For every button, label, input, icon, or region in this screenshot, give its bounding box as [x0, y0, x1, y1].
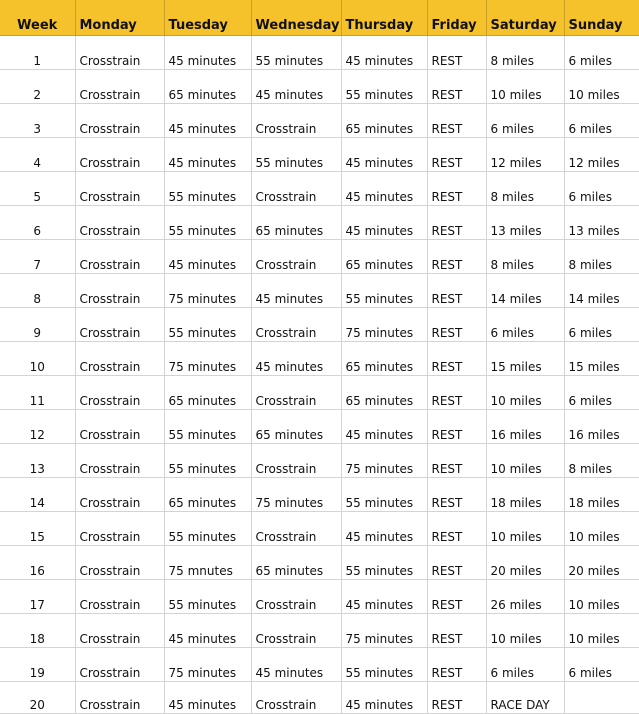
- cell-saturday: 6 miles: [486, 308, 564, 342]
- cell-saturday: 10 miles: [486, 70, 564, 104]
- cell-wednesday: 45 minutes: [251, 70, 341, 104]
- cell-saturday: 8 miles: [486, 172, 564, 206]
- table-row: [0, 172, 639, 206]
- cell-wednesday: Crosstrain: [251, 580, 341, 614]
- cell-monday: Crosstrain: [75, 410, 164, 444]
- cell-friday: REST: [427, 206, 486, 240]
- cell-wednesday: 65 minutes: [251, 546, 341, 580]
- table-row: [0, 104, 639, 138]
- header-wednesday: Wednesday: [251, 0, 341, 36]
- cell-sunday: 10 miles: [564, 512, 639, 546]
- header-monday: Monday: [75, 0, 164, 36]
- cell-thursday: 45 minutes: [341, 36, 427, 70]
- cell-friday: REST: [427, 648, 486, 682]
- cell-tuesday: 45 minutes: [164, 682, 251, 714]
- cell-saturday: 10 miles: [486, 512, 564, 546]
- cell-wednesday: 65 minutes: [251, 206, 341, 240]
- cell-tuesday: 55 minutes: [164, 308, 251, 342]
- cell-friday: REST: [427, 444, 486, 478]
- cell-friday: REST: [427, 308, 486, 342]
- cell-monday: Crosstrain: [75, 614, 164, 648]
- cell-monday: Crosstrain: [75, 70, 164, 104]
- cell-saturday: 26 miles: [486, 580, 564, 614]
- cell-tuesday: 55 minutes: [164, 512, 251, 546]
- table-row: [0, 648, 639, 682]
- cell-wednesday: Crosstrain: [251, 172, 341, 206]
- cell-sunday: 18 miles: [564, 478, 639, 512]
- table-row: [0, 444, 639, 478]
- cell-sunday: 8 miles: [564, 444, 639, 478]
- cell-sunday: 10 miles: [564, 70, 639, 104]
- cell-tuesday: 45 minutes: [164, 36, 251, 70]
- cell-week: 2: [0, 70, 75, 104]
- cell-week: 14: [0, 478, 75, 512]
- cell-saturday: 20 miles: [486, 546, 564, 580]
- cell-tuesday: 55 minutes: [164, 444, 251, 478]
- table-row: [0, 342, 639, 376]
- cell-wednesday: 65 minutes: [251, 410, 341, 444]
- cell-week: 20: [0, 682, 75, 714]
- cell-friday: REST: [427, 172, 486, 206]
- cell-friday: REST: [427, 36, 486, 70]
- cell-monday: Crosstrain: [75, 274, 164, 308]
- cell-saturday: 10 miles: [486, 444, 564, 478]
- cell-tuesday: 55 minutes: [164, 580, 251, 614]
- table-row: [0, 512, 639, 546]
- cell-tuesday: 45 minutes: [164, 104, 251, 138]
- cell-saturday: 10 miles: [486, 614, 564, 648]
- cell-saturday: 15 miles: [486, 342, 564, 376]
- cell-friday: REST: [427, 410, 486, 444]
- cell-saturday: 14 miles: [486, 274, 564, 308]
- cell-monday: Crosstrain: [75, 240, 164, 274]
- cell-sunday: 6 miles: [564, 172, 639, 206]
- cell-sunday: [564, 682, 639, 714]
- cell-week: 10: [0, 342, 75, 376]
- cell-thursday: 55 minutes: [341, 648, 427, 682]
- cell-monday: Crosstrain: [75, 104, 164, 138]
- cell-monday: Crosstrain: [75, 36, 164, 70]
- cell-sunday: 6 miles: [564, 308, 639, 342]
- cell-tuesday: 55 minutes: [164, 172, 251, 206]
- cell-saturday: 16 miles: [486, 410, 564, 444]
- cell-saturday: 13 miles: [486, 206, 564, 240]
- cell-sunday: 15 miles: [564, 342, 639, 376]
- cell-monday: Crosstrain: [75, 682, 164, 714]
- cell-week: 11: [0, 376, 75, 410]
- cell-friday: REST: [427, 342, 486, 376]
- cell-saturday: 8 miles: [486, 36, 564, 70]
- cell-tuesday: 75 mnutes: [164, 546, 251, 580]
- cell-friday: REST: [427, 240, 486, 274]
- cell-tuesday: 75 minutes: [164, 274, 251, 308]
- cell-wednesday: Crosstrain: [251, 682, 341, 714]
- table-row: [0, 206, 639, 240]
- cell-tuesday: 55 minutes: [164, 206, 251, 240]
- header-tuesday: Tuesday: [164, 0, 251, 36]
- cell-friday: REST: [427, 580, 486, 614]
- cell-friday: REST: [427, 70, 486, 104]
- table-row: [0, 682, 639, 714]
- cell-tuesday: 45 minutes: [164, 138, 251, 172]
- cell-tuesday: 55 minutes: [164, 410, 251, 444]
- cell-wednesday: 75 minutes: [251, 478, 341, 512]
- cell-monday: Crosstrain: [75, 512, 164, 546]
- cell-wednesday: Crosstrain: [251, 240, 341, 274]
- table-row: [0, 614, 639, 648]
- cell-thursday: 75 minutes: [341, 308, 427, 342]
- cell-tuesday: 45 minutes: [164, 614, 251, 648]
- header-sunday: Sunday: [564, 0, 639, 36]
- cell-week: 15: [0, 512, 75, 546]
- cell-week: 17: [0, 580, 75, 614]
- cell-sunday: 10 miles: [564, 614, 639, 648]
- cell-monday: Crosstrain: [75, 648, 164, 682]
- cell-week: 5: [0, 172, 75, 206]
- cell-tuesday: 75 minutes: [164, 648, 251, 682]
- table-row: [0, 308, 639, 342]
- cell-week: 19: [0, 648, 75, 682]
- table-row: [0, 376, 639, 410]
- cell-tuesday: 65 minutes: [164, 70, 251, 104]
- cell-sunday: 13 miles: [564, 206, 639, 240]
- cell-friday: REST: [427, 512, 486, 546]
- cell-thursday: 65 minutes: [341, 376, 427, 410]
- cell-friday: REST: [427, 376, 486, 410]
- cell-wednesday: Crosstrain: [251, 614, 341, 648]
- cell-thursday: 45 minutes: [341, 206, 427, 240]
- header-thursday: Thursday: [341, 0, 427, 36]
- cell-friday: REST: [427, 546, 486, 580]
- cell-wednesday: 45 minutes: [251, 342, 341, 376]
- cell-sunday: 16 miles: [564, 410, 639, 444]
- cell-week: 3: [0, 104, 75, 138]
- cell-wednesday: 45 minutes: [251, 274, 341, 308]
- cell-monday: Crosstrain: [75, 172, 164, 206]
- cell-week: 4: [0, 138, 75, 172]
- cell-thursday: 65 minutes: [341, 342, 427, 376]
- cell-monday: Crosstrain: [75, 342, 164, 376]
- cell-wednesday: Crosstrain: [251, 308, 341, 342]
- cell-thursday: 65 minutes: [341, 240, 427, 274]
- cell-week: 12: [0, 410, 75, 444]
- cell-thursday: 55 minutes: [341, 478, 427, 512]
- table-row: [0, 580, 639, 614]
- table-row: [0, 36, 639, 70]
- cell-friday: REST: [427, 274, 486, 308]
- header-week: Week: [0, 0, 75, 36]
- cell-wednesday: Crosstrain: [251, 376, 341, 410]
- table-row: [0, 70, 639, 104]
- cell-sunday: 10 miles: [564, 580, 639, 614]
- cell-wednesday: Crosstrain: [251, 444, 341, 478]
- cell-tuesday: 65 minutes: [164, 478, 251, 512]
- cell-thursday: 45 minutes: [341, 138, 427, 172]
- table-row: [0, 138, 639, 172]
- table-body: [0, 36, 639, 714]
- cell-wednesday: Crosstrain: [251, 512, 341, 546]
- cell-monday: Crosstrain: [75, 376, 164, 410]
- header-saturday: Saturday: [486, 0, 564, 36]
- cell-saturday: 8 miles: [486, 240, 564, 274]
- cell-monday: Crosstrain: [75, 478, 164, 512]
- cell-saturday: 6 miles: [486, 648, 564, 682]
- cell-week: 9: [0, 308, 75, 342]
- cell-sunday: 6 miles: [564, 648, 639, 682]
- cell-monday: Crosstrain: [75, 308, 164, 342]
- cell-saturday: 6 miles: [486, 104, 564, 138]
- cell-week: 7: [0, 240, 75, 274]
- cell-thursday: 55 minutes: [341, 274, 427, 308]
- cell-monday: Crosstrain: [75, 444, 164, 478]
- table-header: [0, 0, 639, 36]
- cell-thursday: 45 minutes: [341, 410, 427, 444]
- cell-thursday: 45 minutes: [341, 682, 427, 714]
- cell-sunday: 12 miles: [564, 138, 639, 172]
- cell-tuesday: 45 minutes: [164, 240, 251, 274]
- cell-thursday: 55 minutes: [341, 70, 427, 104]
- cell-thursday: 65 minutes: [341, 104, 427, 138]
- cell-wednesday: 55 minutes: [251, 36, 341, 70]
- cell-saturday: 18 miles: [486, 478, 564, 512]
- cell-week: 6: [0, 206, 75, 240]
- table-row: [0, 546, 639, 580]
- cell-monday: Crosstrain: [75, 580, 164, 614]
- header-friday: Friday: [427, 0, 486, 36]
- table-row: [0, 410, 639, 444]
- table-row: [0, 240, 639, 274]
- cell-saturday: 10 miles: [486, 376, 564, 410]
- cell-week: 13: [0, 444, 75, 478]
- cell-saturday: RACE DAY: [486, 682, 564, 714]
- cell-week: 18: [0, 614, 75, 648]
- cell-friday: REST: [427, 104, 486, 138]
- cell-week: 1: [0, 36, 75, 70]
- cell-thursday: 45 minutes: [341, 512, 427, 546]
- table-row: [0, 478, 639, 512]
- cell-week: 8: [0, 274, 75, 308]
- cell-friday: REST: [427, 682, 486, 714]
- cell-sunday: 8 miles: [564, 240, 639, 274]
- cell-saturday: 12 miles: [486, 138, 564, 172]
- cell-monday: Crosstrain: [75, 138, 164, 172]
- cell-sunday: 6 miles: [564, 376, 639, 410]
- cell-week: 16: [0, 546, 75, 580]
- cell-sunday: 6 miles: [564, 36, 639, 70]
- cell-thursday: 55 minutes: [341, 546, 427, 580]
- cell-thursday: 45 minutes: [341, 172, 427, 206]
- table-row: [0, 274, 639, 308]
- cell-tuesday: 65 minutes: [164, 376, 251, 410]
- cell-thursday: 75 minutes: [341, 614, 427, 648]
- cell-friday: REST: [427, 138, 486, 172]
- cell-tuesday: 75 minutes: [164, 342, 251, 376]
- cell-friday: REST: [427, 478, 486, 512]
- cell-monday: Crosstrain: [75, 206, 164, 240]
- cell-sunday: 14 miles: [564, 274, 639, 308]
- cell-thursday: 75 minutes: [341, 444, 427, 478]
- cell-wednesday: 55 minutes: [251, 138, 341, 172]
- cell-monday: Crosstrain: [75, 546, 164, 580]
- cell-wednesday: 45 minutes: [251, 648, 341, 682]
- cell-sunday: 6 miles: [564, 104, 639, 138]
- header-row: [0, 0, 639, 36]
- cell-wednesday: Crosstrain: [251, 104, 341, 138]
- cell-thursday: 45 minutes: [341, 580, 427, 614]
- cell-sunday: 20 miles: [564, 546, 639, 580]
- cell-friday: REST: [427, 614, 486, 648]
